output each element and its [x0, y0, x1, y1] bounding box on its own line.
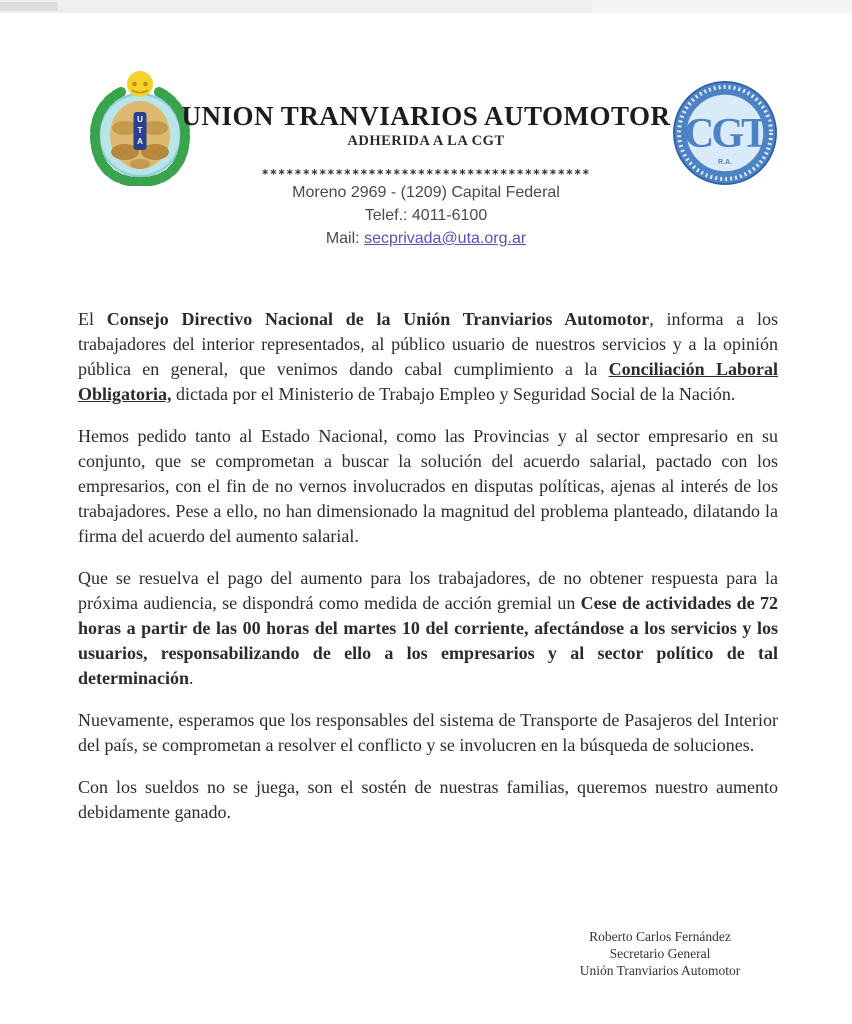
- p3-text: Que se resuelva el pago del aumento para los trabajadores, de no obtener respuesta para la próxima audiencia, se dispondrá como medida de acción gremial un: [78, 568, 778, 613]
- svg-text:T: T: [137, 126, 143, 135]
- p3-bold-strike-notice: Cese de actividades de 72 horas a partir de las 00 horas del martes 10 del corriente, afectándose a los servicios y los usuarios, responsabilizando de ello a los empresarios y al sector político de tal determinación: [78, 593, 778, 688]
- phone-line: Telef.: 4011-6100: [364, 207, 488, 224]
- p1-text-mid: , informa a los trabajadores del interior representados, al público usuario de nuestros servicios y a la opinión pública en general, que venimos dando cabal cumplimiento a la: [78, 309, 779, 379]
- org-subtitle: ADHERIDA A LA CGT: [347, 133, 505, 149]
- mail-label: Mail:: [325, 230, 365, 247]
- p1-bold-underline: Conciliación Laboral Obligatoria,: [78, 359, 778, 404]
- signature-role: Secretario General: [609, 946, 711, 961]
- letter-body: [78, 307, 778, 842]
- svg-text:A: A: [137, 137, 143, 146]
- signature-name: Roberto Carlos Fernández: [589, 929, 731, 944]
- mail-line: [0, 227, 852, 250]
- paragraph-4: Nuevamente, esperamos que los responsables del sistema de Transporte de Pasajeros del Interior del país, se comprometan a resolver el conflicto y se involucren en la búsqueda de soluciones.: [78, 710, 778, 755]
- divider-asterisks: ****************************************: [261, 167, 591, 181]
- signature-block: [500, 928, 820, 979]
- signature-org: Unión Tranviarios Automotor: [579, 963, 741, 978]
- p1-text: El: [78, 309, 107, 329]
- mail-link[interactable]: secprivada@uta.org.ar: [364, 230, 527, 247]
- scan-artifact-right: [592, 0, 852, 13]
- scan-artifact-left: [0, 2, 58, 11]
- p3-text-post: .: [188, 668, 194, 688]
- p1-bold-intro: Consejo Directivo Nacional de la Unión Tranviarios Automotor: [106, 309, 650, 329]
- letterhead-address-block: [0, 167, 852, 250]
- cgt-sub-label: R.A.: [718, 159, 732, 166]
- address-line: Moreno 2969 - (1209) Capital Federal: [292, 184, 560, 201]
- paragraph-3: [78, 566, 778, 691]
- p1-text-post: dictada por el Ministerio de Trabajo Empleo y Seguridad Social de la Nación.: [171, 384, 736, 404]
- paragraph-1: [78, 307, 778, 407]
- scan-edge-strip: [0, 0, 852, 13]
- cgt-monogram: CGT: [683, 111, 767, 157]
- org-title: UNION TRANVIARIOS AUTOMOTOR: [181, 101, 671, 131]
- paragraph-2: Hemos pedido tanto al Estado Nacional, como las Provincias y al sector empresario en su conjunto, que se comprometan a buscar la solución del acuerdo salarial, pactado con los empresarios, con el fin de no vernos involucrados en disputas políticas, ajenas al interés de los trabajadores. Pese a ello, no han dimensionado la magnitud del problema planteado, dilatando la firma del acuerdo del aumento salarial.: [78, 426, 778, 546]
- paragraph-5: Con los sueldos no se juega, son el sostén de nuestras familias, queremos nuestro aumento debidamente ganado.: [78, 777, 778, 822]
- svg-text:U: U: [137, 115, 143, 124]
